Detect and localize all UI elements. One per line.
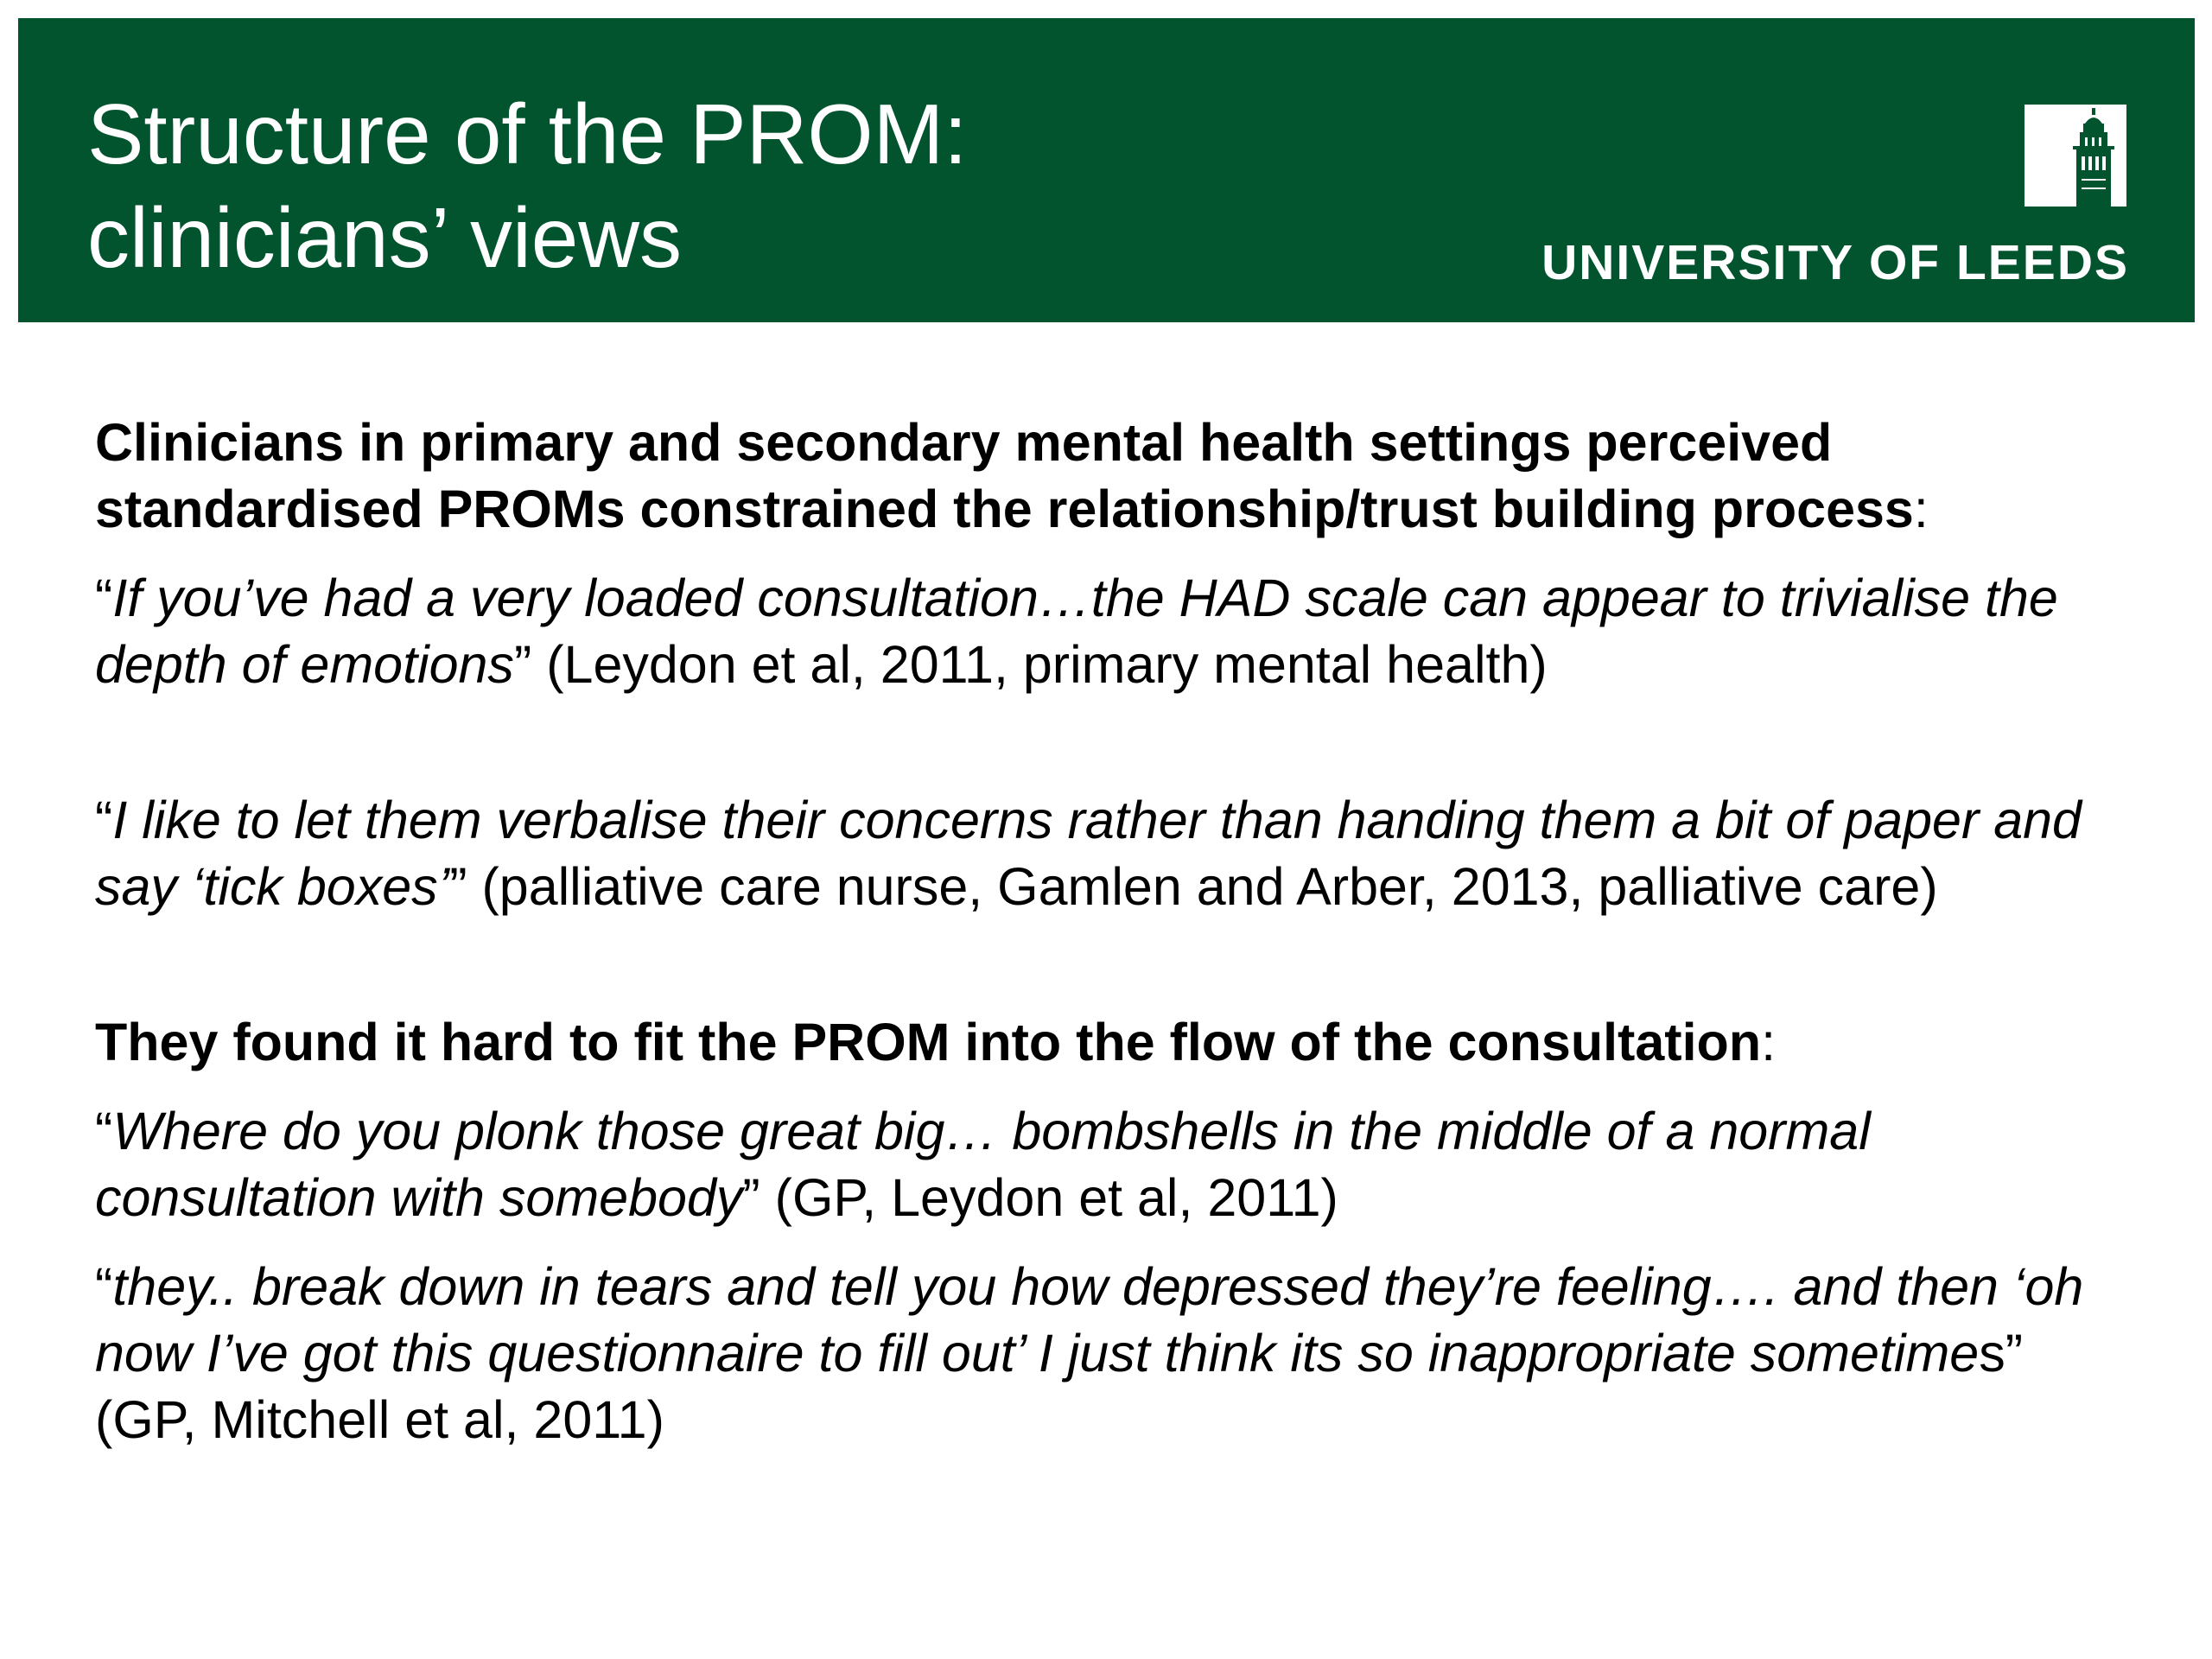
quote-4-citation: s” (GP, Mitchell et al, 2011) <box>95 1324 2024 1449</box>
quote-2-open: “ <box>95 791 113 849</box>
heading-2-bold: They found it hard to fit the PROM into the flow of the consultation <box>95 1013 1762 1071</box>
logo-text: UNIVERSITY OF LEEDS <box>1541 235 2129 290</box>
slide-title-line-1: Structure of the PROM: <box>87 86 968 181</box>
quote-bombshells <box>95 1098 2117 1231</box>
quote-2-text: I like to let them verbalise their concerns rather than handing them a bit of paper and say ‘tick boxes’ <box>95 791 2082 916</box>
heading-1-suffix: : <box>1913 480 1929 538</box>
quote-3-citation: ” (GP, Leydon et al, 2011) <box>742 1168 1338 1227</box>
slide-title-line-2: clinicians’ views <box>87 190 683 285</box>
leeds-parkinson-tower-icon <box>2024 105 2126 207</box>
heading-trust-building <box>95 410 2117 543</box>
quote-4-text: they.. break down in tears and tell you how depressed they’re feeling…. and then ‘oh now I’ve got this questionnaire to fill out’ I just think its so inappropriate sometime <box>95 1257 2084 1382</box>
heading-1-bold: Clinicians in primary and secondary mental health settings perceived standardised PROMs constrained the relationship/trust building process <box>95 413 1914 538</box>
slide-content <box>95 410 2117 1453</box>
slide-header <box>18 18 2195 322</box>
quote-1-text: If you’ve had a very loaded consultation…the HAD scale can appear to trivialise the depth of emotions <box>95 569 2058 694</box>
quote-1-citation: ” (Leydon et al, 2011, primary mental health) <box>513 635 1548 694</box>
quote-3-open: “ <box>95 1102 113 1160</box>
quote-had-scale <box>95 565 2117 698</box>
heading-2-suffix: : <box>1761 1013 1777 1071</box>
quote-1-open: “ <box>95 569 113 627</box>
quote-questionnaire <box>95 1254 2117 1453</box>
quote-2-citation: ” (palliative care nurse, Gamlen and Arber, 2013, palliative care) <box>449 857 1938 916</box>
quote-3-text: Where do you plonk those great big… bombshells in the middle of a normal consultation with somebody <box>95 1102 1871 1227</box>
slide-title <box>87 82 967 289</box>
quote-tick-boxes <box>95 787 2117 920</box>
university-logo <box>1541 105 2129 295</box>
heading-consultation-flow <box>95 1009 2117 1076</box>
quote-4-open: “ <box>95 1257 113 1316</box>
